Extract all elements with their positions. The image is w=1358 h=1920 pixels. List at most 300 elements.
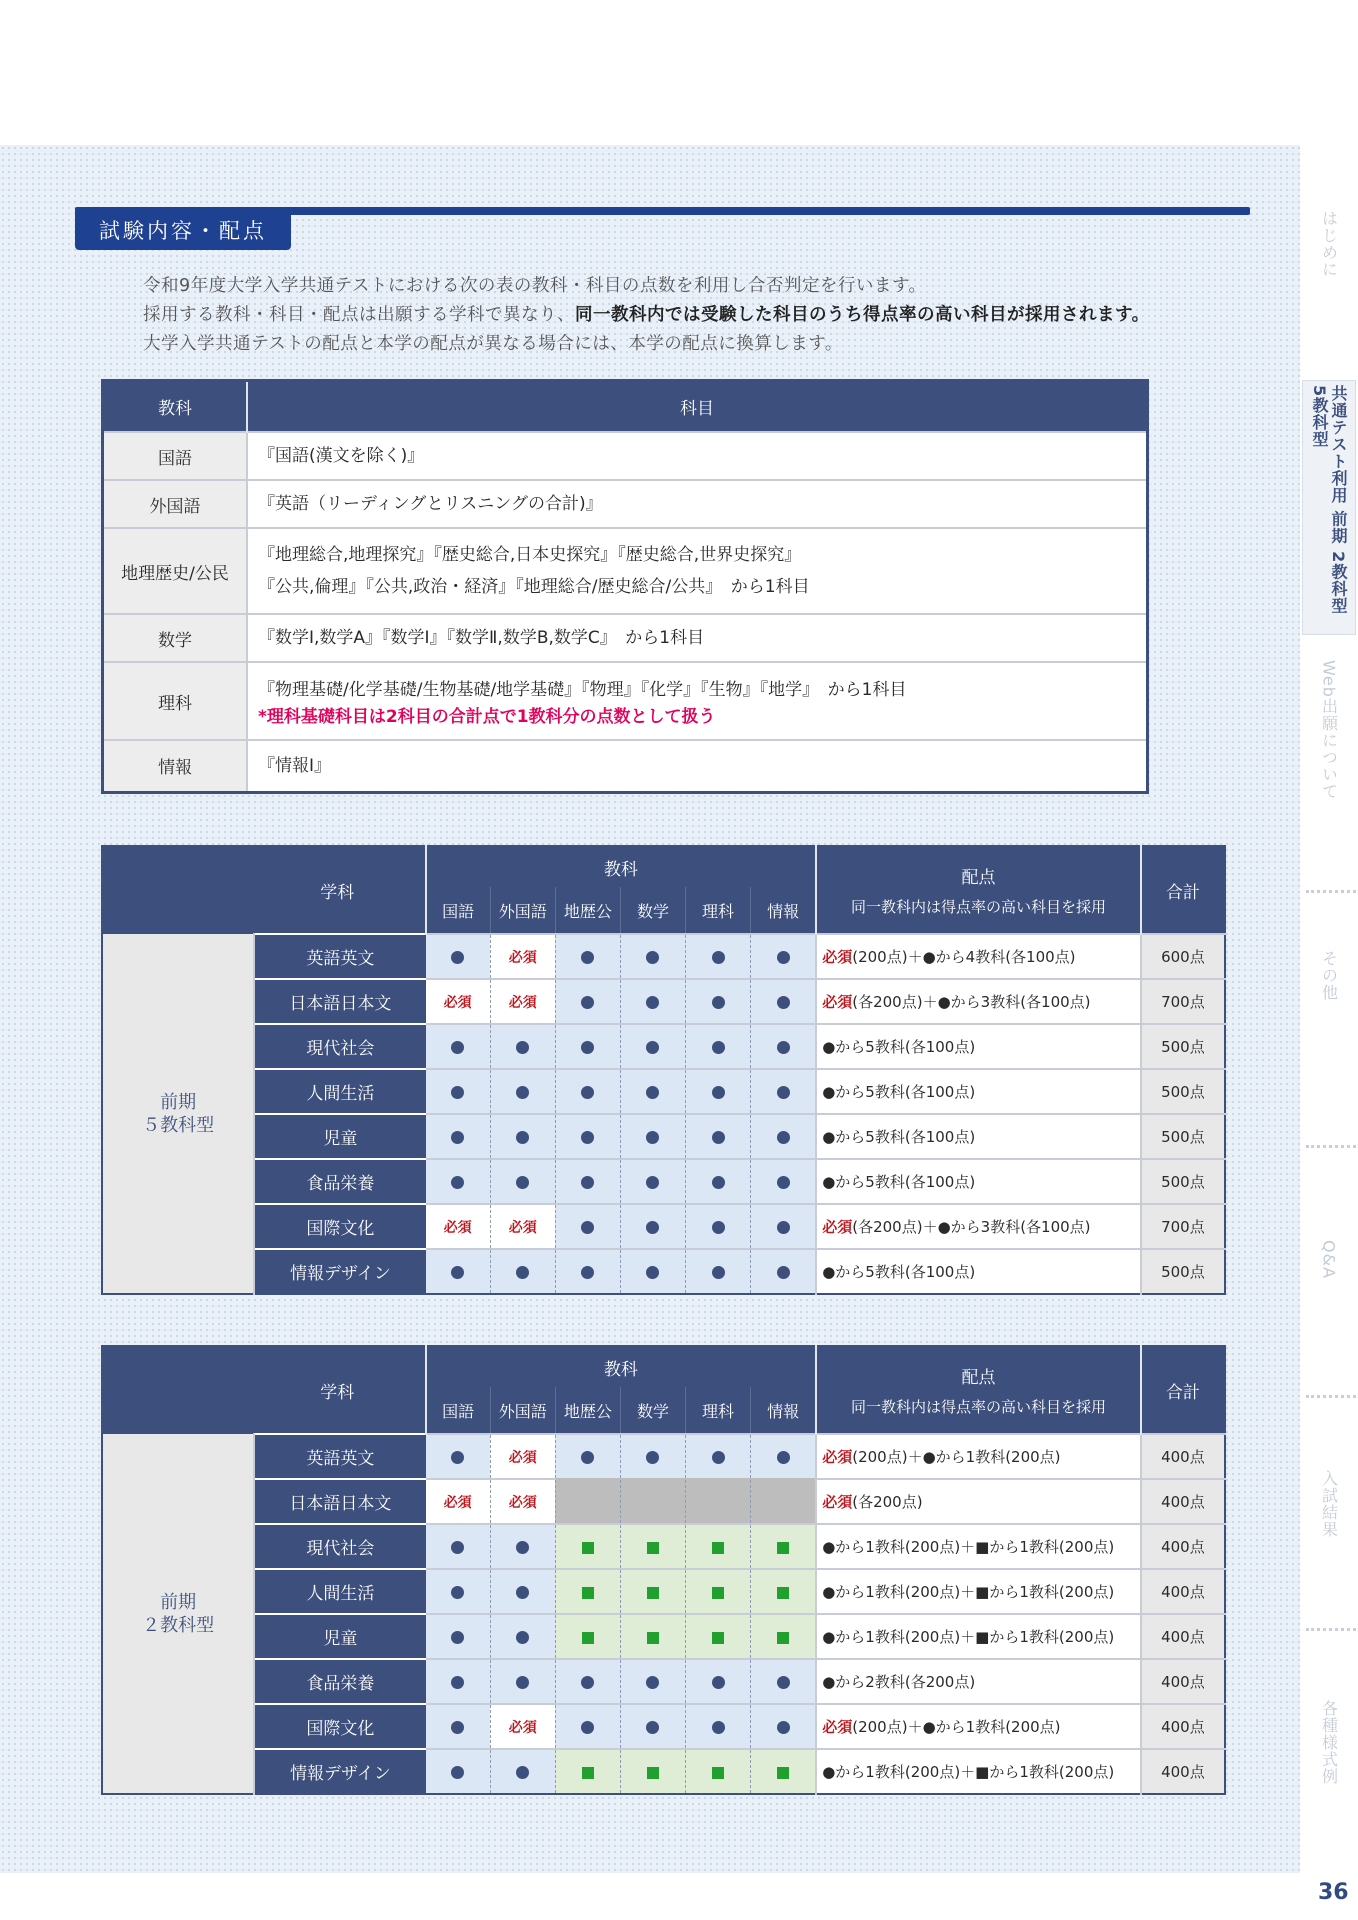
subject-cell [555,1479,620,1524]
square-marker-icon [582,1542,594,1554]
required-label: 必須 [508,1719,537,1736]
score-table-2-subjects [101,1345,1226,1795]
subject-cell [751,1749,817,1794]
subject-cell [490,1159,555,1204]
circle-marker-icon [646,996,659,1009]
exam-type-label [102,1434,254,1794]
exam-type: ２教科型 [142,1614,215,1636]
subject-col-header: 理科 [686,1387,751,1434]
total-header: 合計 [1141,1346,1225,1434]
total-cell: 400点 [1141,1569,1225,1614]
circle-marker-icon [581,1451,594,1464]
subject-name: 情報 [103,740,248,792]
total-header: 合計 [1141,846,1225,934]
subject-cell [426,1114,491,1159]
subject-cell [686,1749,751,1794]
dept-name: 情報デザイン [254,1249,425,1294]
subject-cell [751,1204,817,1249]
subject-cell [686,934,751,979]
score-required: 必須 [822,1218,853,1236]
score-text: ●から1教科(200点)＋■から1教科(200点) [822,1763,1115,1781]
nav-label: Q&A [1319,1240,1339,1280]
subject-cell [490,1479,555,1524]
dept-header: 学科 [102,1346,426,1434]
subject-cell [555,1434,620,1479]
square-marker-icon [647,1767,659,1779]
square-marker-icon [777,1767,789,1779]
circle-marker-icon [451,1266,464,1279]
subject-row [103,740,1148,792]
subject-cell [686,1704,751,1749]
course-line: 『国語(漢文を除く)』 [258,446,425,466]
circle-marker-icon [581,1266,594,1279]
subject-cell [426,1434,491,1479]
subject-table [101,379,1149,794]
total-cell: 400点 [1141,1659,1225,1704]
subject-cell [751,1479,817,1524]
circle-marker-icon [712,1176,725,1189]
course-line: 『数学Ⅰ,数学A』『数学Ⅰ』『数学Ⅱ,数学B,数学C』 から1科目 [258,628,705,648]
score-text: (各200点)＋●から3教科(各100点) [852,1218,1091,1236]
circle-marker-icon [451,1676,464,1689]
dept-name: 人間生活 [254,1069,425,1114]
circle-marker-icon [646,1041,659,1054]
subject-cell [490,979,555,1024]
nav-label: 入試結果 [1319,1470,1339,1538]
dept-name: 情報デザイン [254,1749,425,1794]
score-required: 必須 [822,948,853,966]
subject-col-header: 数学 [620,887,685,934]
dept-row [102,1479,1225,1524]
circle-marker-icon [777,1676,790,1689]
subject-cell [686,1434,751,1479]
circle-marker-icon [516,1266,529,1279]
subject-cell [620,1159,685,1204]
nav-divider [1306,1628,1356,1631]
score-text: ●から5教科(各100点) [822,1128,976,1146]
circle-marker-icon [451,1041,464,1054]
subject-cell [686,1204,751,1249]
subject-cell [426,1524,491,1569]
circle-marker-icon [777,1721,790,1734]
dept-name: 児童 [254,1614,425,1659]
score-text: (200点)＋●から1教科(200点) [852,1718,1061,1736]
dept-row [102,1204,1225,1249]
score-header-sub: 同一教科内は得点率の高い科目を採用 [850,1398,1106,1416]
subject-cell [426,1704,491,1749]
circle-marker-icon [516,1766,529,1779]
subject-name: 数学 [103,614,248,662]
nav-divider [1306,1395,1356,1398]
required-label: 必須 [508,994,537,1011]
subject-cell [426,1249,491,1294]
circle-marker-icon [712,1221,725,1234]
nav-label: はじめに [1319,210,1339,278]
course-line: 『英語（リーディングとリスニングの合計)』 [258,494,603,514]
subject-cell [426,1659,491,1704]
subject-cell [555,979,620,1024]
nav-intro[interactable] [1302,210,1356,278]
score-required: 必須 [822,1718,853,1736]
subject-cell [686,1659,751,1704]
subject-cell [751,1704,817,1749]
dept-row [102,1069,1225,1114]
science-note: *理科基礎科目は2科目の合計点で1教科分の点数として扱う [258,707,716,727]
subject-cell [426,934,491,979]
score-header-sub: 同一教科内は得点率の高い科目を採用 [850,898,1106,916]
circle-marker-icon [581,1676,594,1689]
subject-cell [751,1524,817,1569]
subject-col-header: 情報 [751,1387,817,1434]
dept-name: 現代社会 [254,1024,425,1069]
subject-row [103,480,1148,528]
dept-row [102,1249,1225,1294]
subject-cell [620,1614,685,1659]
subject-cell [490,1659,555,1704]
score-cell [816,1659,1141,1704]
subject-cell [620,1204,685,1249]
subject-cell [686,1069,751,1114]
circle-marker-icon [777,1086,790,1099]
course-line: 『公共,倫理』『公共,政治・経済』『地理総合/歴史総合/公共』 から1科目 [258,577,810,597]
intro-line-2: 採用する教科・科目・配点は出願する学科で異なり、同一教科内では受験した科目のうち得点率の高い科目が採用されます。 [143,305,1150,325]
subject-cell [751,979,817,1024]
subject-cell [620,1569,685,1614]
intro-line-1: 令和9年度大学入学共通テストにおける次の表の教科・科目の点数を利用し合否判定を行います。 [143,276,927,296]
square-marker-icon [647,1542,659,1554]
circle-marker-icon [516,1176,529,1189]
subject-cell [686,1024,751,1069]
subject-cell [620,934,685,979]
square-marker-icon [712,1542,724,1554]
square-marker-icon [712,1767,724,1779]
subject-cell [751,1569,817,1614]
square-marker-icon [647,1632,659,1644]
circle-marker-icon [777,1266,790,1279]
square-marker-icon [582,1767,594,1779]
circle-marker-icon [646,1086,659,1099]
subject-cell [426,1479,491,1524]
score-required: 必須 [822,993,853,1011]
score-header [816,1346,1141,1434]
subject-cell [426,1024,491,1069]
circle-marker-icon [451,951,464,964]
score-required: 必須 [822,1448,853,1466]
dept-name: 人間生活 [254,1569,425,1614]
score-cell [816,1159,1141,1204]
score-text: ●から1教科(200点)＋■から1教科(200点) [822,1538,1115,1556]
subject-cell [490,1434,555,1479]
score-text: (200点)＋●から4教科(各100点) [852,948,1076,966]
courses-header: 科目 [247,381,1148,433]
subject-row [103,614,1148,662]
circle-marker-icon [581,1721,594,1734]
dept-row [102,1569,1225,1614]
circle-marker-icon [451,1631,464,1644]
circle-marker-icon [646,951,659,964]
subject-cell [490,1704,555,1749]
dept-name: 児童 [254,1114,425,1159]
required-label: 必須 [443,1494,472,1511]
circle-marker-icon [646,1131,659,1144]
subject-name: 理科 [103,662,248,740]
circle-marker-icon [777,1131,790,1144]
page-number: 36 [1318,1880,1349,1905]
score-header-title: 配点 [961,868,996,888]
subject-cell [686,1159,751,1204]
subject-cell [490,1114,555,1159]
subject-header: 教科 [103,381,248,433]
dept-row [102,1614,1225,1659]
square-marker-icon [582,1632,594,1644]
circle-marker-icon [712,951,725,964]
circle-marker-icon [451,1541,464,1554]
course-line: 『物理基礎/化学基礎/生物基礎/地学基礎』『物理』『化学』『生物』『地学』 から1科目 [258,680,907,700]
subject-cell [490,934,555,979]
subject-cell [751,1114,817,1159]
subject-cell [620,1749,685,1794]
score-text: (各200点) [852,1493,923,1511]
square-marker-icon [777,1632,789,1644]
subject-cell [686,1249,751,1294]
total-cell: 400点 [1141,1614,1225,1659]
subjects-group-header: 教科 [426,846,817,887]
course-list [247,432,1148,480]
subject-cell [555,1749,620,1794]
score-text: ●から1教科(200点)＋■から1教科(200点) [822,1628,1115,1646]
circle-marker-icon [712,1131,725,1144]
subject-cell [555,1524,620,1569]
circle-marker-icon [581,1221,594,1234]
subject-cell [751,1249,817,1294]
exam-period: 前期 [160,1591,197,1613]
nav-divider [1306,890,1356,893]
subject-cell [620,1704,685,1749]
subject-col-header: 外国語 [490,1387,555,1434]
subject-cell [555,1569,620,1614]
intro-emphasis: 同一教科内では受験した科目のうち得点率の高い科目が採用されます。 [575,305,1150,325]
circle-marker-icon [646,1676,659,1689]
circle-marker-icon [646,1451,659,1464]
subject-cell [490,1204,555,1249]
course-line: 『情報Ⅰ』 [258,755,332,776]
subject-name: 外国語 [103,480,248,528]
subject-cell [620,1024,685,1069]
score-cell [816,1479,1141,1524]
subject-cell [426,1614,491,1659]
circle-marker-icon [516,1041,529,1054]
subject-cell [426,979,491,1024]
score-text: ●から1教科(200点)＋■から1教科(200点) [822,1583,1115,1601]
nav-common-test[interactable] [1302,380,1356,635]
score-cell [816,1524,1141,1569]
circle-marker-icon [777,951,790,964]
subject-cell [490,1569,555,1614]
score-cell [816,1569,1141,1614]
circle-marker-icon [581,1041,594,1054]
dept-name: 国際文化 [254,1704,425,1749]
subject-cell [490,1614,555,1659]
score-text: ●から5教科(各100点) [822,1083,976,1101]
dept-row [102,979,1225,1024]
score-text: ●から5教科(各100点) [822,1173,976,1191]
score-cell [816,1069,1141,1114]
score-cell [816,1024,1141,1069]
course-list [247,480,1148,528]
circle-marker-icon [516,1541,529,1554]
nav-label: 共通テスト利用 前期 2教科型 5教科型 [1310,385,1348,615]
circle-marker-icon [777,1451,790,1464]
subject-cell [426,1159,491,1204]
circle-marker-icon [581,1176,594,1189]
course-list [247,614,1148,662]
score-text: ●から5教科(各100点) [822,1263,976,1281]
circle-marker-icon [646,1176,659,1189]
nav-web-apply[interactable] [1302,660,1356,800]
dept-name: 英語英文 [254,1434,425,1479]
square-marker-icon [712,1587,724,1599]
total-cell: 400点 [1141,1749,1225,1794]
subject-cell [555,1159,620,1204]
subject-cell [686,1569,751,1614]
score-cell [816,1249,1141,1294]
dept-row [102,1159,1225,1204]
subject-row [103,528,1148,614]
subject-cell [620,1659,685,1704]
total-cell: 500点 [1141,1249,1225,1294]
circle-marker-icon [712,1721,725,1734]
circle-marker-icon [712,1086,725,1099]
nav-qa[interactable] [1302,1240,1356,1279]
subject-cell [555,1024,620,1069]
subject-cell [620,1434,685,1479]
nav-label: 各種様式例 [1319,1700,1339,1785]
score-header-title: 配点 [961,1368,996,1388]
subject-cell [555,1114,620,1159]
circle-marker-icon [516,1586,529,1599]
subject-col-header: 数学 [620,1387,685,1434]
score-cell [816,1704,1141,1749]
subject-cell [620,1479,685,1524]
score-text: (200点)＋●から1教科(200点) [852,1448,1061,1466]
score-cell [816,1434,1141,1479]
circle-marker-icon [712,1451,725,1464]
dept-row [102,1434,1225,1479]
subject-cell [555,1614,620,1659]
subject-cell [426,1569,491,1614]
subject-col-header: 地歴公 [555,1387,620,1434]
subject-cell [751,1159,817,1204]
circle-marker-icon [516,1086,529,1099]
score-cell [816,979,1141,1024]
intro-text [143,272,1150,359]
subject-cell [751,1069,817,1114]
circle-marker-icon [451,1766,464,1779]
total-cell: 500点 [1141,1024,1225,1069]
dept-name: 英語英文 [254,934,425,979]
subject-row [103,432,1148,480]
score-text: ●から5教科(各100点) [822,1038,976,1056]
subject-cell [555,1249,620,1294]
dept-name: 食品栄養 [254,1159,425,1204]
subject-cell [555,1204,620,1249]
circle-marker-icon [451,1086,464,1099]
dept-name: 日本語日本文 [254,979,425,1024]
dept-row [102,934,1225,979]
dept-row [102,1704,1225,1749]
dept-name: 食品栄養 [254,1659,425,1704]
circle-marker-icon [712,1266,725,1279]
required-label: 必須 [443,1219,472,1236]
circle-marker-icon [451,1451,464,1464]
circle-marker-icon [712,996,725,1009]
subjects-group-header: 教科 [426,1346,817,1387]
score-cell [816,934,1141,979]
course-list [247,528,1148,614]
nav-forms[interactable] [1302,1700,1356,1785]
dept-row [102,1659,1225,1704]
subject-col-header: 国語 [426,1387,491,1434]
circle-marker-icon [777,1176,790,1189]
dept-name: 現代社会 [254,1524,425,1569]
nav-label: Web出願について [1319,660,1339,800]
subject-cell [555,1659,620,1704]
exam-period: 前期 [160,1091,197,1113]
subject-col-header: 理科 [686,887,751,934]
circle-marker-icon [777,1221,790,1234]
subject-cell [426,1204,491,1249]
subject-cell [751,1659,817,1704]
subject-col-header: 外国語 [490,887,555,934]
course-line: 『地理総合,地理探究』『歴史総合,日本史探究』『歴史総合,世界史探究』 [258,545,802,565]
subject-cell [751,934,817,979]
subject-name: 国語 [103,432,248,480]
score-text: (各200点)＋●から3教科(各100点) [852,993,1091,1011]
subject-cell [490,1524,555,1569]
score-cell [816,1204,1141,1249]
subject-cell [490,1749,555,1794]
subject-col-header: 国語 [426,887,491,934]
subject-cell [751,1024,817,1069]
total-cell: 400点 [1141,1479,1225,1524]
subject-cell [751,1614,817,1659]
square-marker-icon [777,1587,789,1599]
total-cell: 400点 [1141,1524,1225,1569]
total-cell: 700点 [1141,979,1225,1024]
subject-cell [620,979,685,1024]
score-text: ●から2教科(各200点) [822,1673,976,1691]
total-cell: 500点 [1141,1159,1225,1204]
required-label: 必須 [508,949,537,966]
required-label: 必須 [508,1219,537,1236]
total-cell: 500点 [1141,1114,1225,1159]
dept-row [102,1524,1225,1569]
subject-cell [555,1704,620,1749]
nav-other[interactable] [1302,950,1356,1001]
dept-name: 国際文化 [254,1204,425,1249]
circle-marker-icon [581,1131,594,1144]
nav-results[interactable] [1302,1470,1356,1538]
score-header [816,846,1141,934]
subject-cell [686,979,751,1024]
circle-marker-icon [516,1631,529,1644]
section-title: 試験内容・配点 [75,210,291,250]
circle-marker-icon [451,1721,464,1734]
circle-marker-icon [712,1041,725,1054]
square-marker-icon [712,1632,724,1644]
score-cell [816,1114,1141,1159]
circle-marker-icon [581,996,594,1009]
